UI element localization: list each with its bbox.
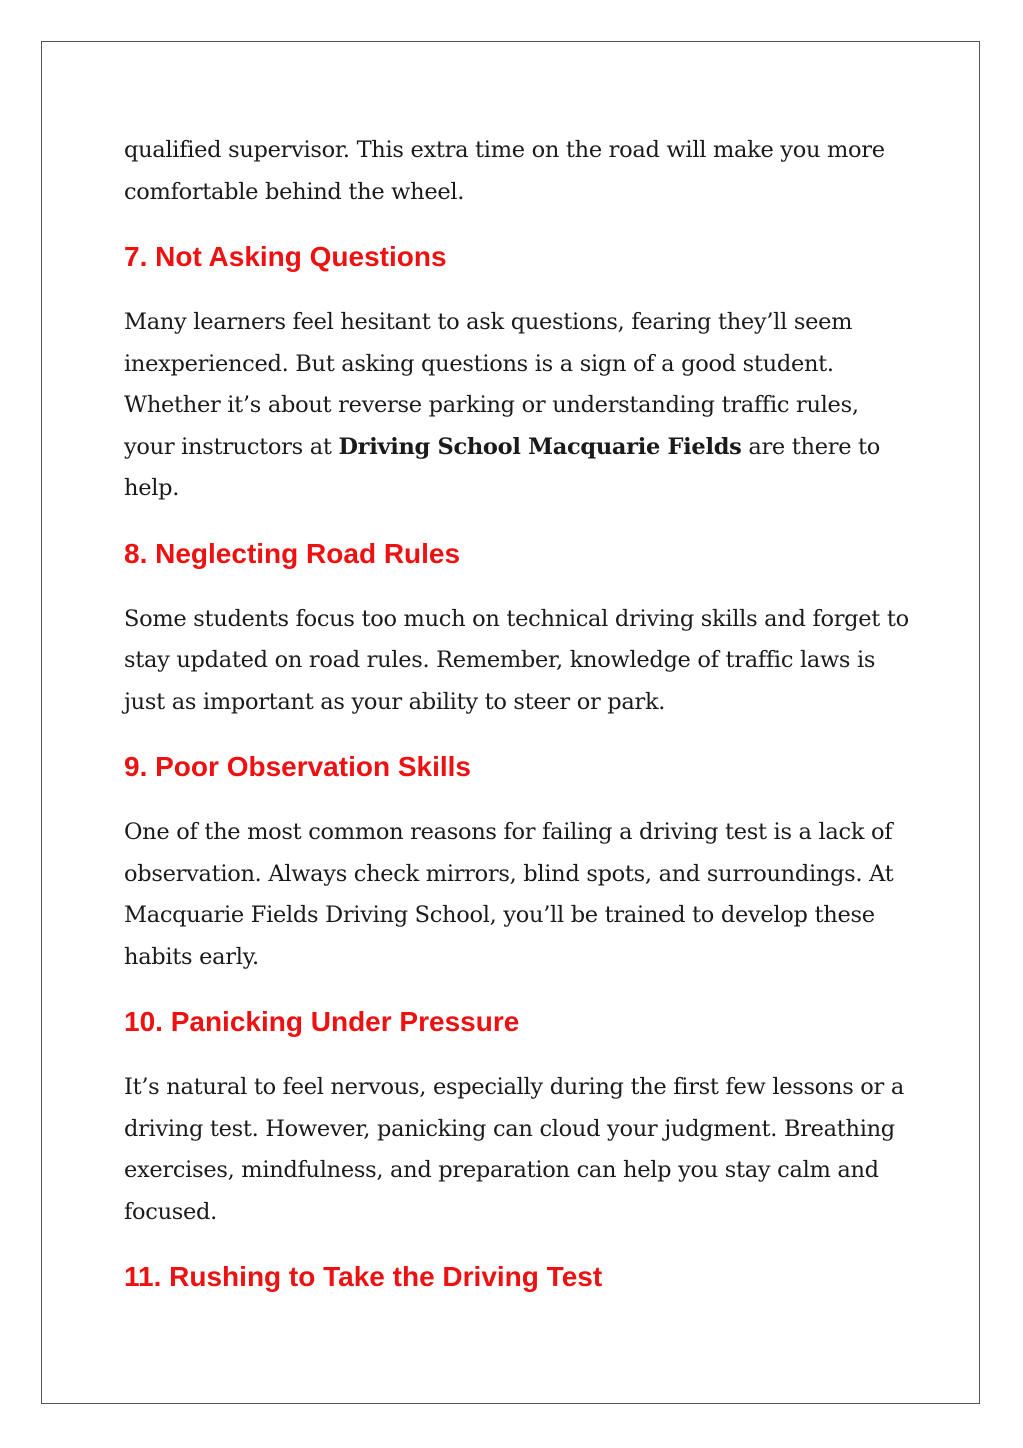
- heading-rushing-driving-test: 11. Rushing to Take the Driving Test: [124, 1261, 603, 1292]
- intro-paragraph: qualified supervisor. This extra time on the road will make you more comfortable behind the wheel.: [124, 137, 885, 205]
- heading-panicking-under-pressure: 10. Panicking Under Pressure: [124, 1006, 520, 1037]
- paragraph-text-end: are there to help.: [124, 433, 881, 501]
- bold-school-name: Driving School Macquarie Fields: [338, 433, 742, 460]
- paragraph-not-asking-questions: [124, 302, 914, 510]
- page-content: [124, 130, 914, 1297]
- heading-neglecting-road-rules: 8. Neglecting Road Rules: [124, 537, 461, 569]
- paragraph-text: Many learners feel hesitant to ask questions, fearing they’ll seem inexperienced. But asking questions is a sign of a good student. Whether it’s about reverse parking or understanding traffic rules, your instructors at: [124, 309, 859, 460]
- document-page: [41, 41, 980, 1404]
- paragraph-neglecting-road-rules: Some students focus too much on technical driving skills and forget to stay updated on road rules. Remember, knowledge of traffic laws is just as important as your ability to steer or park.: [124, 605, 909, 715]
- heading-not-asking-questions: 7. Not Asking Questions: [124, 241, 447, 272]
- paragraph-poor-observation-skills: One of the most common reasons for failing a driving test is a lack of observation. Always check mirrors, blind spots, and surroundings. At Macquarie Fields Driving School, you’ll be trained to develop these habits early.: [124, 819, 894, 970]
- heading-poor-observation-skills: 9. Poor Observation Skills: [124, 751, 472, 782]
- paragraph-panicking-under-pressure: It’s natural to feel nervous, especially during the first few lessons or a driving test. However, panicking can cloud your judgment. Breathing exercises, mindfulness, and preparation can help you stay calm and focused.: [124, 1074, 904, 1225]
